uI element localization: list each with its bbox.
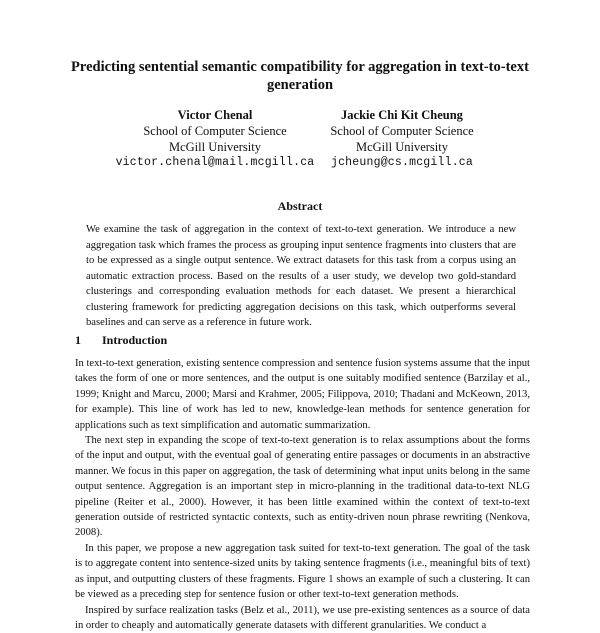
- introduction-body: [75, 356, 530, 633]
- paragraph: The next step in expanding the scope of text-to-text generation is to relax assumptions about the forms of the input and output, with the eventual goal of generating entire passages or documents in an abstractive manner. We focus in this paper on aggregation, the task of determining what input units belong in the same output sentence. Aggregation is an important step in micro-planning in the traditional data-to-text NLG pipeline (Reiter et al., 2000). However, it has been little examined within the context of text-to-text generation outside of restricted syntactic contexts, such as entity-driven noun phrase rewriting (Nenkova, 2008).: [75, 433, 530, 541]
- author-name: Jackie Chi Kit Cheung: [282, 107, 522, 123]
- paragraph: In this paper, we propose a new aggregation task suited for text-to-text generation. The goal of the task is to aggregate content into sentence-sized units by taking sentence fragments (i.e., meaningful bits of text) as input, and outputting clusters of these fragments. Figure 1 shows an example of such a clustering. It can be viewed as a preceding step for sentence fusion or other text-to-text generation methods.: [75, 541, 530, 603]
- author-affiliation: School of Computer Science: [282, 123, 522, 139]
- paragraph: Inspired by surface realization tasks (Belz et al., 2011), we use pre-existing sentences as a source of data in order to cheaply and automatically generate datasets with different granularities. We conduct a: [75, 603, 530, 633]
- section-title: Introduction: [102, 333, 167, 347]
- author-email: jcheung@cs.mcgill.ca: [282, 155, 522, 171]
- abstract-text: We examine the task of aggregation in the context of text-to-text generation. We introduce a new aggregation task which frames the process as grouping input sentence fragments into clusters that are to be expressed as a single output sentence. We extract datasets for this task from a corpus using an automatic extraction process. Based on the results of a user study, we develop two gold-standard clusterings and corresponding evaluation methods for each dataset. We present a hierarchical clustering framework for predicting aggregation decisions on this task, which outperforms several baselines and can serve as a reference in future work.: [86, 222, 516, 331]
- section-heading: [75, 333, 167, 348]
- author-institution: McGill University: [282, 139, 522, 155]
- author-email: victor.chenal@mail.mcgill.ca: [95, 155, 335, 171]
- author-institution: McGill University: [95, 139, 335, 155]
- paper-title: Predicting sentential semantic compatibility for aggregation in text-to-text generation: [60, 58, 540, 94]
- paragraph: In text-to-text generation, existing sentence compression and sentence fusion systems assume that the input takes the form of one or more sentences, and the output is one suitably modified sentence (Barzilay et al., 1999; Knight and Marcu, 2000; Marsi and Krahmer, 2005; Filippova, 2010; Thadani and McKeown, 2013, for example). This line of work has led to new, knowledge-lean methods for sentence generation for applications such as text simplification and automatic summarization.: [75, 356, 530, 433]
- section-number: 1: [75, 333, 102, 348]
- author-block-2: [282, 107, 522, 171]
- abstract-heading: Abstract: [0, 199, 600, 214]
- author-name: Victor Chenal: [95, 107, 335, 123]
- author-affiliation: School of Computer Science: [95, 123, 335, 139]
